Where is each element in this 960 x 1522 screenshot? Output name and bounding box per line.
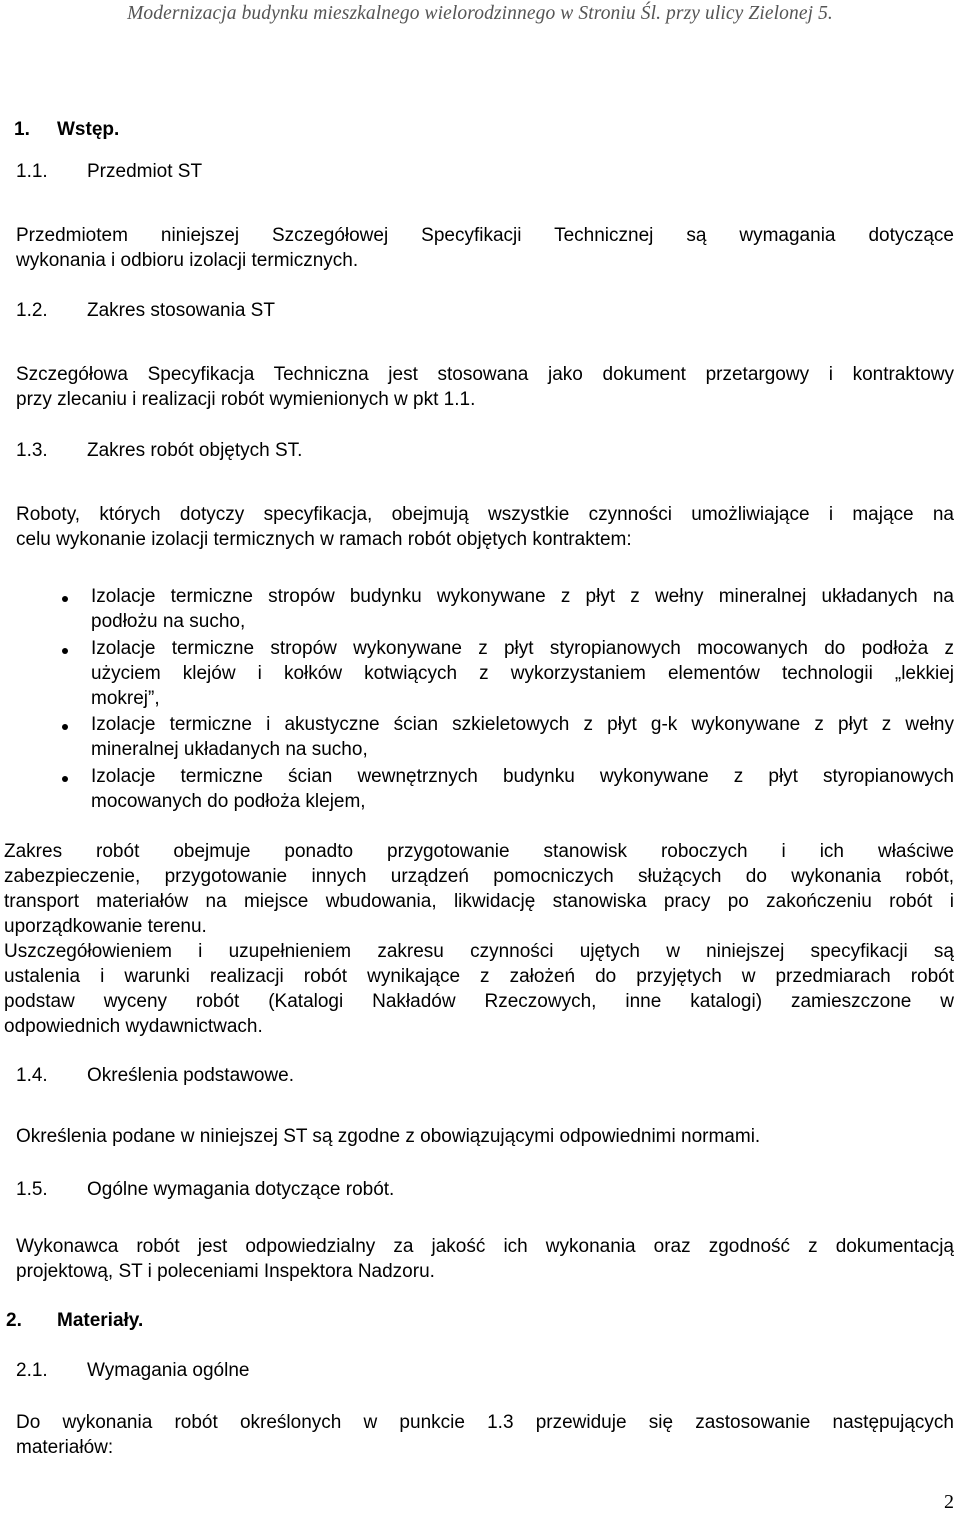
section-1-3-intro xyxy=(16,502,954,552)
bullet-line: użyciem klejów i kołków kotwiących z wykorzystaniem elementów technologii „lekkiej xyxy=(91,663,954,684)
bullet-line: Izolacje termiczne stropów wykonywane z płyt styropianowych mocowanych do podłoża z xyxy=(91,638,954,659)
section-1-1-paragraph xyxy=(16,223,954,273)
section-1-number: 1. xyxy=(14,119,30,140)
paragraph-line: Wykonawca robót jest odpowiedzialny za jakość ich wykonania oraz zgodność z dokumentacją xyxy=(16,1236,954,1257)
bullet-item xyxy=(91,636,954,711)
section-1-4-title: Określenia podstawowe. xyxy=(87,1065,294,1086)
paragraph-line: uporządkowanie terenu. xyxy=(4,916,207,937)
section-1-4-text: Określenia podane w niniejszej ST są zgodne z obowiązującymi odpowiednimi normami. xyxy=(16,1126,761,1147)
bullet-dot xyxy=(62,724,68,730)
section-1-2-number: 1.2. xyxy=(16,300,48,321)
paragraph-line: podstaw wyceny robót (Katalogi Nakładów Rzeczowych, inne katalogi) zamieszczone w xyxy=(4,991,954,1012)
paragraph-line: odpowiednich wydawnictwach. xyxy=(4,1016,263,1037)
paragraph-line: zabezpieczenie, przygotowanie innych urządzeń pomocniczych służących do wykonania robót, xyxy=(4,866,954,887)
section-1-3-number: 1.3. xyxy=(16,440,48,461)
paragraph-line: materiałów: xyxy=(16,1437,114,1458)
bullet-line: mocowanych do podłoża klejem, xyxy=(91,791,366,812)
bullet-line: mineralnej układanych na sucho, xyxy=(91,739,368,760)
page-header: Modernizacja budynku mieszkalnego wielorodzinnego w Stroniu Śl. przy ulicy Zielonej 5. xyxy=(127,3,833,24)
section-1-title: Wstęp. xyxy=(57,119,120,140)
section-2-1-paragraph xyxy=(16,1410,954,1460)
bullet-item xyxy=(91,712,954,762)
section-1-3-paragraph-2 xyxy=(4,939,954,1039)
section-1-5-title: Ogólne wymagania dotyczące robót. xyxy=(87,1179,395,1200)
section-1-3-title: Zakres robót objętych ST. xyxy=(87,440,303,461)
bullet-item xyxy=(91,764,954,814)
page-number: 2 xyxy=(944,1491,954,1513)
paragraph-line: transport materiałów na miejsce wbudowania, likwidację stanowiska pracy po zakończeniu robót i xyxy=(4,891,954,912)
bullet-line: mokrej”, xyxy=(91,688,160,709)
section-1-5-paragraph xyxy=(16,1234,954,1284)
bullet-dot xyxy=(62,648,68,654)
section-1-4-number: 1.4. xyxy=(16,1065,48,1086)
paragraph-line: Zakres robót obejmuje ponadto przygotowanie stanowisk roboczych i ich właściwe xyxy=(4,841,954,862)
section-1-2-paragraph xyxy=(16,362,954,412)
section-1-5-number: 1.5. xyxy=(16,1179,48,1200)
bullet-line: podłożu na sucho, xyxy=(91,611,246,632)
paragraph-line: wykonania i odbioru izolacji termicznych. xyxy=(16,250,359,271)
paragraph-line: przy zlecaniu i realizacji robót wymienionych w pkt 1.1. xyxy=(16,389,476,410)
paragraph-line: projektową, ST i poleceniami Inspektora Nadzoru. xyxy=(16,1261,435,1282)
bullet-item xyxy=(91,584,954,634)
paragraph-line: Szczegółowa Specyfikacja Techniczna jest stosowana jako dokument przetargowy i kontraktowy xyxy=(16,364,954,385)
section-1-2-title: Zakres stosowania ST xyxy=(87,300,275,321)
section-2-1-number: 2.1. xyxy=(16,1360,48,1381)
paragraph-line: Przedmiotem niniejszej Szczegółowej Specyfikacji Technicznej są wymagania dotyczące xyxy=(16,225,954,246)
bullet-dot xyxy=(62,596,68,602)
section-2-number: 2. xyxy=(6,1310,22,1331)
paragraph-line: celu wykonanie izolacji termicznych w ramach robót objętych kontraktem: xyxy=(16,529,632,550)
section-1-3-paragraph-1 xyxy=(4,839,954,939)
paragraph-line: Do wykonania robót określonych w punkcie 1.3 przewiduje się zastosowanie następujących xyxy=(16,1412,954,1433)
paragraph-line: Roboty, których dotyczy specyfikacja, obejmują wszystkie czynności umożliwiające i mające na xyxy=(16,504,954,525)
section-1-1-number: 1.1. xyxy=(16,161,48,182)
paragraph-line: ustalenia i warunki realizacji robót wynikające z założeń do przyjętych w przedmiarach robót xyxy=(4,966,954,987)
bullet-line: Izolacje termiczne ścian wewnętrznych budynku wykonywane z płyt styropianowych xyxy=(91,766,954,787)
bullet-line: Izolacje termiczne stropów budynku wykonywane z płyt z wełny mineralnej układanych na xyxy=(91,586,954,607)
paragraph-line: Uszczegółowieniem i uzupełnieniem zakresu czynności ujętych w niniejszej specyfikacji są xyxy=(4,941,954,962)
section-2-1-title: Wymagania ogólne xyxy=(87,1360,250,1381)
bullet-line: Izolacje termiczne i akustyczne ścian szkieletowych z płyt g-k wykonywane z płyt z wełny xyxy=(91,714,954,735)
section-2-title: Materiały. xyxy=(57,1310,144,1331)
bullet-dot xyxy=(62,776,68,782)
section-1-1-title: Przedmiot ST xyxy=(87,161,203,182)
